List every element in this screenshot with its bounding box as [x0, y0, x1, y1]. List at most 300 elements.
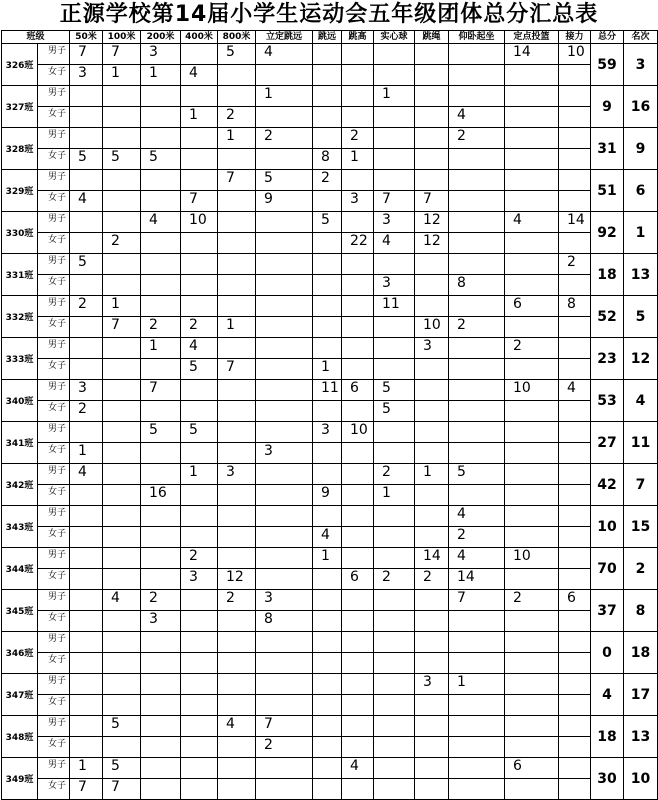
header-row [2, 31, 658, 44]
score-cell [415, 380, 449, 401]
score-cell [374, 632, 415, 653]
score-cell [449, 611, 505, 632]
score-cell [256, 548, 313, 569]
score-cell [415, 254, 449, 275]
score-cell [103, 548, 141, 569]
table-row-female [2, 569, 658, 590]
score-cell [415, 170, 449, 191]
score-cell: 6 [559, 590, 591, 611]
score-cell [505, 506, 559, 527]
score-cell [342, 779, 374, 800]
score-cell [218, 485, 256, 506]
table-row-male [2, 590, 658, 611]
score-cell [141, 716, 181, 737]
gender-label-female: 女子 [38, 317, 70, 338]
score-cell: 2 [505, 338, 559, 359]
score-cell [449, 695, 505, 716]
score-cell: 14 [415, 548, 449, 569]
score-cell [374, 653, 415, 674]
score-cell [141, 695, 181, 716]
score-cell: 5 [141, 149, 181, 170]
score-cell [256, 296, 313, 317]
score-cell [505, 359, 559, 380]
score-cell [374, 317, 415, 338]
score-cell [218, 296, 256, 317]
score-cell [70, 611, 103, 632]
score-cell [559, 275, 591, 296]
score-cell [218, 338, 256, 359]
score-cell [505, 317, 559, 338]
score-cell: 3 [70, 380, 103, 401]
score-cell [342, 590, 374, 611]
score-cell: 9 [256, 191, 313, 212]
score-cell: 2 [559, 254, 591, 275]
score-cell: 5 [181, 359, 218, 380]
score-cell [415, 359, 449, 380]
class-name: 332班 [2, 296, 38, 338]
score-cell [181, 485, 218, 506]
gender-label-female: 女子 [38, 233, 70, 254]
score-cell [218, 149, 256, 170]
score-cell [103, 737, 141, 758]
score-cell [70, 632, 103, 653]
score-cell [141, 359, 181, 380]
score-cell: 16 [141, 485, 181, 506]
score-cell: 12 [415, 233, 449, 254]
score-cell [559, 233, 591, 254]
gender-label-male: 男子 [38, 86, 70, 107]
score-cell [342, 359, 374, 380]
score-cell: 5 [374, 401, 415, 422]
score-cell: 3 [374, 212, 415, 233]
score-cell [449, 779, 505, 800]
score-cell [559, 485, 591, 506]
score-cell [103, 527, 141, 548]
score-cell: 7 [103, 44, 141, 65]
score-cell: 4 [342, 758, 374, 779]
score-cell: 2 [141, 317, 181, 338]
score-cell: 2 [218, 590, 256, 611]
score-cell [141, 275, 181, 296]
score-cell [374, 527, 415, 548]
score-cell [313, 107, 342, 128]
gender-label-female: 女子 [38, 191, 70, 212]
score-cell [505, 65, 559, 86]
score-cell: 11 [374, 296, 415, 317]
score-cell [415, 65, 449, 86]
score-cell [342, 254, 374, 275]
table-row-female [2, 653, 658, 674]
score-cell [559, 548, 591, 569]
score-cell: 4 [181, 338, 218, 359]
score-cell: 1 [218, 317, 256, 338]
table-row-male [2, 212, 658, 233]
table-row-female [2, 149, 658, 170]
table-row-female [2, 485, 658, 506]
score-cell: 22 [342, 233, 374, 254]
score-cell [342, 506, 374, 527]
table-row-female [2, 107, 658, 128]
score-cell [449, 65, 505, 86]
score-cell: 4 [505, 212, 559, 233]
score-cell [505, 737, 559, 758]
score-cell [70, 107, 103, 128]
header-event: 200米 [141, 31, 181, 44]
score-cell [415, 44, 449, 65]
score-cell [313, 653, 342, 674]
score-cell: 7 [218, 170, 256, 191]
score-cell: 5 [374, 380, 415, 401]
score-cell [141, 170, 181, 191]
score-cell [342, 485, 374, 506]
score-cell [559, 86, 591, 107]
score-cell: 3 [374, 275, 415, 296]
score-cell [103, 359, 141, 380]
score-cell: 2 [256, 128, 313, 149]
gender-label-female: 女子 [38, 275, 70, 296]
class-total: 10 [591, 506, 624, 548]
score-cell [559, 569, 591, 590]
score-cell [141, 107, 181, 128]
score-cell: 1 [313, 548, 342, 569]
header-total: 总分 [591, 31, 624, 44]
score-cell: 2 [449, 128, 505, 149]
class-name: 342班 [2, 464, 38, 506]
gender-label-male: 男子 [38, 44, 70, 65]
score-cell: 4 [103, 590, 141, 611]
gender-label-male: 男子 [38, 590, 70, 611]
score-cell: 3 [256, 590, 313, 611]
gender-label-male: 男子 [38, 212, 70, 233]
score-cell [342, 401, 374, 422]
score-cell [256, 632, 313, 653]
gender-label-female: 女子 [38, 611, 70, 632]
score-cell: 1 [70, 758, 103, 779]
score-cell [141, 296, 181, 317]
score-cell [141, 86, 181, 107]
score-cell [313, 65, 342, 86]
score-cell: 6 [342, 569, 374, 590]
score-cell [374, 737, 415, 758]
score-cell [256, 674, 313, 695]
score-cell [256, 380, 313, 401]
class-total: 59 [591, 44, 624, 86]
gender-label-female: 女子 [38, 779, 70, 800]
score-cell [342, 338, 374, 359]
score-cell [559, 317, 591, 338]
score-cell [70, 317, 103, 338]
score-cell [313, 401, 342, 422]
header-event: 实心球 [374, 31, 415, 44]
score-cell: 1 [313, 359, 342, 380]
score-cell [505, 695, 559, 716]
score-cell [415, 758, 449, 779]
class-rank: 1 [624, 212, 658, 254]
score-cell [449, 485, 505, 506]
score-cell [342, 443, 374, 464]
score-cell [218, 611, 256, 632]
score-cell [70, 275, 103, 296]
score-cell: 12 [218, 569, 256, 590]
score-cell [505, 779, 559, 800]
score-cell [415, 632, 449, 653]
score-cell [505, 422, 559, 443]
score-cell [559, 506, 591, 527]
score-cell: 2 [505, 590, 559, 611]
score-cell [181, 737, 218, 758]
score-cell [218, 674, 256, 695]
score-cell [559, 443, 591, 464]
score-cell: 1 [218, 128, 256, 149]
score-cell [103, 569, 141, 590]
score-cell [70, 653, 103, 674]
table-body [2, 44, 658, 800]
score-cell [103, 401, 141, 422]
score-cell: 2 [103, 233, 141, 254]
score-cell [374, 758, 415, 779]
score-cell [70, 695, 103, 716]
score-cell [141, 464, 181, 485]
header-event: 仰卧起坐 [449, 31, 505, 44]
class-name: 346班 [2, 632, 38, 674]
score-cell: 4 [218, 716, 256, 737]
table-row-male [2, 170, 658, 191]
score-cell: 1 [181, 464, 218, 485]
score-cell [218, 758, 256, 779]
score-cell [70, 674, 103, 695]
gender-label-male: 男子 [38, 380, 70, 401]
score-cell [374, 254, 415, 275]
score-cell [374, 422, 415, 443]
score-cell: 1 [449, 674, 505, 695]
header-event: 立定跳远 [256, 31, 313, 44]
score-cell [313, 590, 342, 611]
header-event: 跳远 [313, 31, 342, 44]
score-cell [449, 170, 505, 191]
score-cell: 4 [70, 191, 103, 212]
score-cell: 4 [256, 44, 313, 65]
score-cell [559, 527, 591, 548]
score-cell [141, 653, 181, 674]
score-cell: 7 [141, 380, 181, 401]
score-cell: 4 [559, 380, 591, 401]
score-cell [313, 632, 342, 653]
score-cell [103, 674, 141, 695]
score-cell [181, 254, 218, 275]
score-cell [181, 506, 218, 527]
score-cell [313, 779, 342, 800]
header-event: 跳绳 [415, 31, 449, 44]
score-cell: 7 [181, 191, 218, 212]
score-cell: 5 [70, 254, 103, 275]
gender-label-female: 女子 [38, 527, 70, 548]
score-cell: 1 [70, 443, 103, 464]
table-row-male [2, 422, 658, 443]
score-cell: 8 [559, 296, 591, 317]
score-cell [374, 590, 415, 611]
score-cell [181, 611, 218, 632]
score-cell [70, 527, 103, 548]
score-cell [374, 695, 415, 716]
gender-label-female: 女子 [38, 695, 70, 716]
score-cell [103, 611, 141, 632]
score-cell [342, 695, 374, 716]
score-cell [70, 737, 103, 758]
score-cell [342, 548, 374, 569]
score-cell [559, 422, 591, 443]
score-cell [103, 128, 141, 149]
gender-label-male: 男子 [38, 254, 70, 275]
table-row-male [2, 548, 658, 569]
score-cell [313, 86, 342, 107]
score-cell [559, 695, 591, 716]
score-cell [415, 422, 449, 443]
class-rank: 18 [624, 632, 658, 674]
score-cell [181, 695, 218, 716]
class-total: 30 [591, 758, 624, 800]
score-cell [313, 716, 342, 737]
score-cell [313, 275, 342, 296]
score-cell [313, 737, 342, 758]
class-name: 326班 [2, 44, 38, 86]
score-cell [141, 674, 181, 695]
gender-label-female: 女子 [38, 359, 70, 380]
gender-label-female: 女子 [38, 401, 70, 422]
score-cell [218, 779, 256, 800]
class-total: 18 [591, 716, 624, 758]
gender-label-female: 女子 [38, 653, 70, 674]
score-cell [505, 191, 559, 212]
score-cell [415, 527, 449, 548]
score-cell [313, 338, 342, 359]
score-cell [70, 569, 103, 590]
class-name: 340班 [2, 380, 38, 422]
score-cell [218, 506, 256, 527]
class-total: 9 [591, 86, 624, 128]
score-cell [70, 485, 103, 506]
score-cell [505, 611, 559, 632]
score-cell [256, 758, 313, 779]
table-row-female [2, 317, 658, 338]
score-cell [256, 506, 313, 527]
score-cell: 10 [181, 212, 218, 233]
score-cell [218, 65, 256, 86]
table-row-male [2, 674, 658, 695]
gender-label-male: 男子 [38, 716, 70, 737]
score-cell [449, 212, 505, 233]
class-total: 0 [591, 632, 624, 674]
gender-label-female: 女子 [38, 65, 70, 86]
score-cell [342, 527, 374, 548]
score-cell: 1 [342, 149, 374, 170]
score-cell [141, 401, 181, 422]
score-cell [374, 44, 415, 65]
score-cell [449, 338, 505, 359]
table-row-male [2, 464, 658, 485]
score-cell: 5 [313, 212, 342, 233]
gender-label-male: 男子 [38, 632, 70, 653]
score-cell [505, 233, 559, 254]
score-cell [181, 149, 218, 170]
score-cell: 3 [70, 65, 103, 86]
score-cell [559, 401, 591, 422]
score-cell [505, 674, 559, 695]
score-cell [559, 737, 591, 758]
score-cell [415, 611, 449, 632]
score-cell [342, 65, 374, 86]
table-row-female [2, 359, 658, 380]
score-cell: 4 [141, 212, 181, 233]
class-rank: 13 [624, 254, 658, 296]
score-cell: 7 [415, 191, 449, 212]
class-total: 4 [591, 674, 624, 716]
score-cell [103, 275, 141, 296]
score-cell [415, 107, 449, 128]
score-cell: 5 [218, 44, 256, 65]
score-cell [218, 380, 256, 401]
score-cell [505, 527, 559, 548]
score-cell [256, 527, 313, 548]
score-cell: 10 [342, 422, 374, 443]
score-cell [342, 107, 374, 128]
table-row-male [2, 296, 658, 317]
table-row-female [2, 695, 658, 716]
score-cell: 7 [374, 191, 415, 212]
score-cell [449, 422, 505, 443]
score-cell [313, 191, 342, 212]
score-cell [181, 296, 218, 317]
score-cell [342, 275, 374, 296]
score-cell: 1 [103, 65, 141, 86]
score-cell [218, 254, 256, 275]
score-cell [256, 569, 313, 590]
score-cell: 14 [559, 212, 591, 233]
score-cell [374, 149, 415, 170]
score-cell [141, 191, 181, 212]
header-rank: 名次 [624, 31, 658, 44]
score-cell [559, 464, 591, 485]
table-row-male [2, 338, 658, 359]
score-cell: 3 [181, 569, 218, 590]
score-cell [103, 422, 141, 443]
score-cell: 3 [342, 191, 374, 212]
score-cell [70, 422, 103, 443]
score-cell [103, 632, 141, 653]
score-cell [415, 296, 449, 317]
score-cell [559, 359, 591, 380]
gender-label-male: 男子 [38, 128, 70, 149]
score-cell [256, 653, 313, 674]
score-cell [313, 443, 342, 464]
score-cell: 7 [70, 44, 103, 65]
class-total: 31 [591, 128, 624, 170]
score-cell [218, 422, 256, 443]
score-cell: 1 [141, 338, 181, 359]
table-row-male [2, 758, 658, 779]
score-cell [218, 233, 256, 254]
class-total: 42 [591, 464, 624, 506]
score-cell [559, 338, 591, 359]
score-cell [505, 128, 559, 149]
score-cell: 7 [218, 359, 256, 380]
score-cell [505, 485, 559, 506]
score-cell: 4 [181, 65, 218, 86]
score-cell: 14 [449, 569, 505, 590]
score-cell: 9 [313, 485, 342, 506]
score-cell [374, 611, 415, 632]
score-cell [559, 149, 591, 170]
class-name: 333班 [2, 338, 38, 380]
